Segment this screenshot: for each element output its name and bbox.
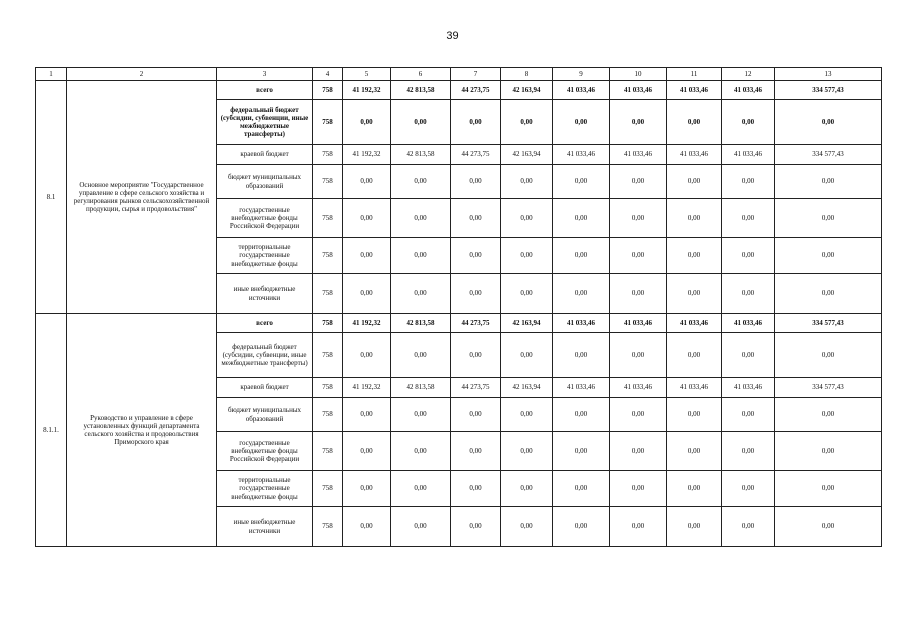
item-description: Руководство и управление в сфере установленных функций департамента сельского хозяйства и продовольствия Приморского края — [67, 314, 217, 547]
year-value: 0,00 — [722, 507, 775, 547]
budget-code: 758 — [313, 238, 343, 274]
year-value: 41 192,32 — [343, 81, 391, 100]
year-value: 42 813,58 — [391, 81, 451, 100]
funding-source: всего — [217, 314, 313, 333]
total-value: 0,00 — [775, 398, 882, 432]
funding-source: территориальные государственные внебюджетные фонды — [217, 238, 313, 274]
table-body — [36, 68, 882, 547]
year-value: 0,00 — [451, 100, 501, 145]
year-value: 0,00 — [553, 199, 610, 238]
year-value: 0,00 — [391, 432, 451, 471]
year-value: 0,00 — [610, 274, 667, 314]
year-value: 42 163,94 — [501, 145, 553, 165]
column-number: 8 — [501, 68, 553, 81]
year-value: 0,00 — [667, 432, 722, 471]
year-value: 0,00 — [501, 432, 553, 471]
year-value: 41 033,46 — [610, 314, 667, 333]
year-value: 0,00 — [343, 238, 391, 274]
year-value: 41 033,46 — [553, 378, 610, 398]
year-value: 0,00 — [553, 274, 610, 314]
column-number: 10 — [610, 68, 667, 81]
year-value: 0,00 — [553, 333, 610, 378]
total-value: 0,00 — [775, 274, 882, 314]
funding-source: государственные внебюджетные фонды Российской Федерации — [217, 199, 313, 238]
year-value: 41 192,32 — [343, 378, 391, 398]
year-value: 41 033,46 — [553, 145, 610, 165]
funding-source: территориальные государственные внебюджетные фонды — [217, 471, 313, 507]
year-value: 0,00 — [722, 165, 775, 199]
year-value: 0,00 — [610, 165, 667, 199]
total-value: 334 577,43 — [775, 314, 882, 333]
budget-code: 758 — [313, 432, 343, 471]
funding-source: иные внебюджетные источники — [217, 507, 313, 547]
year-value: 0,00 — [451, 507, 501, 547]
budget-table — [35, 67, 882, 547]
column-number-row — [36, 68, 882, 81]
year-value: 0,00 — [553, 432, 610, 471]
year-value: 0,00 — [343, 100, 391, 145]
budget-code: 758 — [313, 145, 343, 165]
total-value: 0,00 — [775, 333, 882, 378]
year-value: 0,00 — [391, 238, 451, 274]
total-value: 0,00 — [775, 100, 882, 145]
year-value: 42 813,58 — [391, 314, 451, 333]
total-value: 334 577,43 — [775, 81, 882, 100]
year-value: 0,00 — [451, 333, 501, 378]
year-value: 0,00 — [501, 165, 553, 199]
year-value: 0,00 — [391, 333, 451, 378]
year-value: 0,00 — [343, 274, 391, 314]
year-value: 44 273,75 — [451, 378, 501, 398]
year-value: 0,00 — [451, 432, 501, 471]
year-value: 0,00 — [667, 471, 722, 507]
funding-source: бюджет муниципальных образований — [217, 165, 313, 199]
year-value: 0,00 — [501, 398, 553, 432]
year-value: 41 192,32 — [343, 145, 391, 165]
item-code: 8.1.1. — [36, 314, 67, 547]
year-value: 0,00 — [343, 165, 391, 199]
year-value: 41 033,46 — [610, 145, 667, 165]
year-value: 0,00 — [451, 398, 501, 432]
year-value: 0,00 — [610, 432, 667, 471]
column-number: 9 — [553, 68, 610, 81]
year-value: 0,00 — [610, 238, 667, 274]
funding-source: краевой бюджет — [217, 145, 313, 165]
year-value: 0,00 — [553, 238, 610, 274]
table-row — [36, 314, 882, 333]
total-value: 0,00 — [775, 238, 882, 274]
year-value: 0,00 — [722, 238, 775, 274]
budget-code: 758 — [313, 471, 343, 507]
year-value: 0,00 — [610, 333, 667, 378]
year-value: 41 033,46 — [722, 81, 775, 100]
year-value: 42 163,94 — [501, 378, 553, 398]
year-value: 0,00 — [553, 165, 610, 199]
budget-code: 758 — [313, 378, 343, 398]
column-number: 13 — [775, 68, 882, 81]
total-value: 334 577,43 — [775, 145, 882, 165]
year-value: 0,00 — [553, 398, 610, 432]
year-value: 0,00 — [667, 507, 722, 547]
column-number: 2 — [67, 68, 217, 81]
year-value: 0,00 — [610, 471, 667, 507]
funding-source: всего — [217, 81, 313, 100]
funding-source: бюджет муниципальных образований — [217, 398, 313, 432]
budget-code: 758 — [313, 274, 343, 314]
funding-source: федеральный бюджет (субсидии, субвенции, иные межбюджетные трансферты) — [217, 333, 313, 378]
year-value: 41 033,46 — [610, 378, 667, 398]
year-value: 0,00 — [343, 333, 391, 378]
year-value: 0,00 — [610, 398, 667, 432]
year-value: 0,00 — [391, 398, 451, 432]
year-value: 44 273,75 — [451, 314, 501, 333]
funding-source: государственные внебюджетные фонды Российской Федерации — [217, 432, 313, 471]
year-value: 0,00 — [553, 507, 610, 547]
column-number: 4 — [313, 68, 343, 81]
year-value: 0,00 — [451, 165, 501, 199]
total-value: 334 577,43 — [775, 378, 882, 398]
page-number: 39 — [446, 30, 459, 42]
budget-code: 758 — [313, 165, 343, 199]
year-value: 0,00 — [391, 165, 451, 199]
funding-source: краевой бюджет — [217, 378, 313, 398]
column-number: 6 — [391, 68, 451, 81]
year-value: 0,00 — [343, 507, 391, 547]
budget-code: 758 — [313, 100, 343, 145]
budget-code: 758 — [313, 507, 343, 547]
total-value: 0,00 — [775, 199, 882, 238]
year-value: 42 163,94 — [501, 81, 553, 100]
total-value: 0,00 — [775, 165, 882, 199]
year-value: 0,00 — [610, 199, 667, 238]
year-value: 0,00 — [501, 238, 553, 274]
year-value: 0,00 — [451, 471, 501, 507]
budget-code: 758 — [313, 199, 343, 238]
year-value: 41 033,46 — [667, 145, 722, 165]
year-value: 0,00 — [667, 100, 722, 145]
year-value: 0,00 — [391, 507, 451, 547]
total-value: 0,00 — [775, 432, 882, 471]
year-value: 0,00 — [391, 100, 451, 145]
column-number: 11 — [667, 68, 722, 81]
total-value: 0,00 — [775, 507, 882, 547]
year-value: 0,00 — [667, 398, 722, 432]
year-value: 0,00 — [610, 100, 667, 145]
year-value: 41 033,46 — [667, 81, 722, 100]
year-value: 42 813,58 — [391, 145, 451, 165]
total-value: 0,00 — [775, 471, 882, 507]
column-number: 7 — [451, 68, 501, 81]
year-value: 0,00 — [391, 471, 451, 507]
year-value: 41 033,46 — [722, 378, 775, 398]
year-value: 44 273,75 — [451, 145, 501, 165]
column-number: 3 — [217, 68, 313, 81]
year-value: 0,00 — [667, 199, 722, 238]
year-value: 0,00 — [722, 398, 775, 432]
year-value: 0,00 — [343, 199, 391, 238]
column-number: 5 — [343, 68, 391, 81]
item-code: 8.1 — [36, 81, 67, 314]
year-value: 0,00 — [501, 507, 553, 547]
year-value: 0,00 — [501, 199, 553, 238]
year-value: 0,00 — [722, 432, 775, 471]
year-value: 0,00 — [451, 238, 501, 274]
year-value: 0,00 — [451, 274, 501, 314]
year-value: 41 033,46 — [667, 314, 722, 333]
year-value: 0,00 — [501, 100, 553, 145]
year-value: 0,00 — [501, 471, 553, 507]
year-value: 0,00 — [722, 471, 775, 507]
year-value: 0,00 — [343, 432, 391, 471]
year-value: 0,00 — [722, 100, 775, 145]
year-value: 0,00 — [451, 199, 501, 238]
year-value: 41 033,46 — [610, 81, 667, 100]
year-value: 41 033,46 — [667, 378, 722, 398]
year-value: 0,00 — [722, 333, 775, 378]
table-row — [36, 81, 882, 100]
year-value: 0,00 — [610, 507, 667, 547]
year-value: 41 192,32 — [343, 314, 391, 333]
year-value: 41 033,46 — [722, 145, 775, 165]
year-value: 0,00 — [667, 333, 722, 378]
year-value: 0,00 — [391, 274, 451, 314]
budget-code: 758 — [313, 314, 343, 333]
budget-code: 758 — [313, 333, 343, 378]
funding-source: иные внебюджетные источники — [217, 274, 313, 314]
item-description: Основное мероприятие "Государственное управление в сфере сельского хозяйства и регулирования рынков сельскохозяйственной продукции, сырья и продовольствия" — [67, 81, 217, 314]
year-value: 42 813,58 — [391, 378, 451, 398]
year-value: 0,00 — [722, 199, 775, 238]
budget-code: 758 — [313, 398, 343, 432]
year-value: 0,00 — [343, 471, 391, 507]
budget-code: 758 — [313, 81, 343, 100]
year-value: 0,00 — [391, 199, 451, 238]
year-value: 0,00 — [343, 398, 391, 432]
year-value: 0,00 — [722, 274, 775, 314]
column-number: 12 — [722, 68, 775, 81]
year-value: 0,00 — [553, 471, 610, 507]
year-value: 41 033,46 — [553, 314, 610, 333]
year-value: 0,00 — [553, 100, 610, 145]
year-value: 0,00 — [501, 333, 553, 378]
year-value: 44 273,75 — [451, 81, 501, 100]
year-value: 41 033,46 — [722, 314, 775, 333]
year-value: 0,00 — [501, 274, 553, 314]
year-value: 0,00 — [667, 165, 722, 199]
year-value: 42 163,94 — [501, 314, 553, 333]
column-number: 1 — [36, 68, 67, 81]
year-value: 0,00 — [667, 238, 722, 274]
year-value: 0,00 — [667, 274, 722, 314]
year-value: 41 033,46 — [553, 81, 610, 100]
funding-source: федеральный бюджет (субсидии, субвенции, иные межбюджетные трансферты) — [217, 100, 313, 145]
